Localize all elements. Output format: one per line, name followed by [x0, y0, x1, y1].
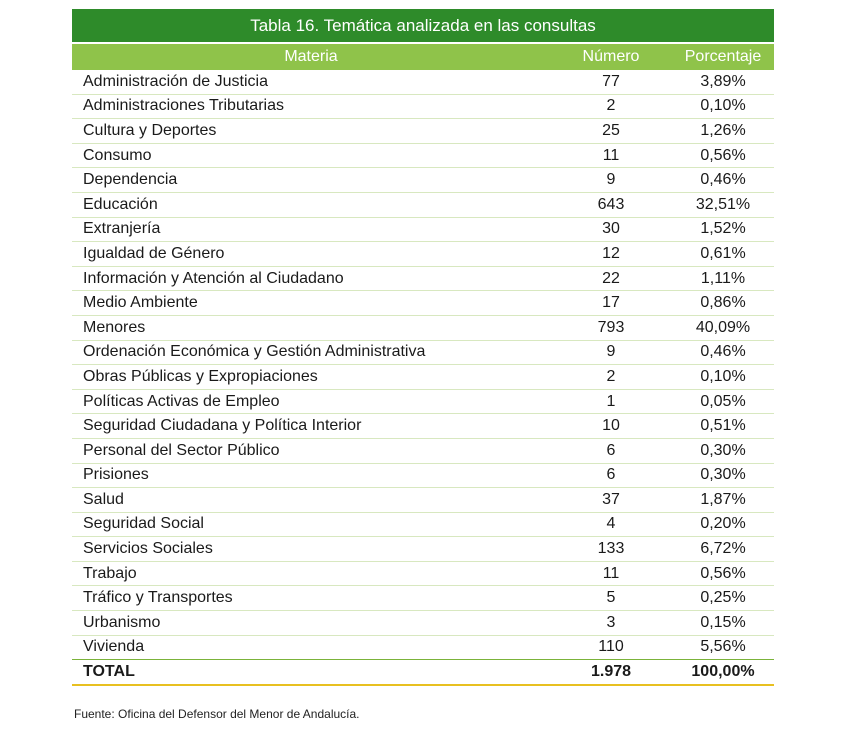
cell-materia: Extranjería	[83, 220, 161, 238]
cell-materia: Personal del Sector Público	[83, 441, 280, 459]
cell-materia: Menores	[83, 318, 146, 336]
cell-materia: Consumo	[83, 146, 152, 164]
cell-porcentaje: 0,46%	[700, 171, 746, 189]
cell-materia: Educación	[83, 195, 158, 213]
header-row	[72, 42, 774, 70]
cell-porcentaje: 5,56%	[700, 638, 746, 656]
cell-porcentaje: 32,51%	[695, 195, 751, 213]
table-row	[72, 390, 774, 415]
cell-numero: 793	[597, 318, 625, 336]
cell-numero: 17	[602, 294, 620, 312]
table-row	[72, 636, 774, 661]
cell-materia: Urbanismo	[83, 613, 161, 631]
cell-numero: 2	[606, 97, 616, 115]
total-porcentaje: 100,00%	[691, 663, 755, 681]
cell-numero: 12	[602, 244, 620, 262]
cell-numero: 37	[602, 490, 620, 508]
cell-porcentaje: 0,10%	[700, 367, 746, 385]
cell-numero: 25	[602, 121, 620, 139]
cell-porcentaje: 0,61%	[700, 244, 746, 262]
cell-porcentaje: 1,87%	[700, 490, 746, 508]
source-note: Fuente: Oficina del Defensor del Menor de Andalucía.	[74, 707, 360, 721]
cell-numero: 4	[606, 515, 616, 533]
table-row	[72, 95, 774, 120]
cell-materia: Ordenación Económica y Gestión Administrativa	[83, 343, 426, 361]
total-numero: 1.978	[590, 663, 632, 681]
cell-porcentaje: 1,52%	[700, 220, 746, 238]
table-row	[72, 218, 774, 243]
cell-porcentaje: 1,26%	[700, 121, 746, 139]
table-title: Tabla 16. Temática analizada en las consultas	[72, 9, 774, 42]
cell-porcentaje: 0,86%	[700, 294, 746, 312]
total-row	[72, 660, 774, 686]
cell-numero: 1	[606, 392, 616, 410]
table-row	[72, 267, 774, 292]
table-row	[72, 537, 774, 562]
cell-porcentaje: 0,15%	[700, 613, 746, 631]
column-header-numero: Número	[582, 48, 640, 65]
cell-materia: Servicios Sociales	[83, 540, 213, 558]
cell-numero: 9	[606, 343, 616, 361]
cell-numero: 110	[598, 638, 624, 656]
cell-numero: 5	[606, 589, 616, 607]
cell-porcentaje: 0,25%	[700, 589, 746, 607]
cell-materia: Seguridad Social	[83, 515, 204, 533]
cell-materia: Prisiones	[83, 466, 149, 484]
cell-numero: 643	[597, 195, 625, 213]
table-row	[72, 144, 774, 169]
table-row	[72, 193, 774, 218]
column-header-porcentaje: Porcentaje	[684, 48, 762, 65]
cell-materia: Salud	[83, 490, 124, 508]
table-row	[72, 562, 774, 587]
table-row	[72, 291, 774, 316]
cell-materia: Información y Atención al Ciudadano	[83, 269, 344, 287]
cell-numero: 3	[606, 613, 616, 631]
cell-materia: Administraciones Tributarias	[83, 97, 284, 115]
table-row	[72, 168, 774, 193]
cell-porcentaje: 0,56%	[700, 146, 746, 164]
cell-materia: Vivienda	[83, 638, 145, 656]
cell-porcentaje: 0,30%	[700, 441, 746, 459]
cell-porcentaje: 0,51%	[700, 417, 746, 435]
cell-materia: Seguridad Ciudadana y Política Interior	[83, 417, 362, 435]
cell-porcentaje: 0,20%	[700, 515, 746, 533]
table-row	[72, 488, 774, 513]
cell-numero: 6	[606, 466, 616, 484]
table-row	[72, 242, 774, 267]
cell-porcentaje: 40,09%	[695, 318, 751, 336]
cell-porcentaje: 0,56%	[700, 564, 746, 582]
data-table	[72, 9, 774, 686]
cell-numero: 133	[597, 540, 625, 558]
cell-numero: 22	[602, 269, 620, 287]
cell-materia: Trabajo	[83, 564, 137, 582]
cell-numero: 6	[606, 441, 616, 459]
table-row	[72, 414, 774, 439]
cell-materia: Cultura y Deportes	[83, 121, 217, 139]
cell-porcentaje: 0,10%	[700, 97, 746, 115]
cell-materia: Medio Ambiente	[83, 294, 198, 312]
total-label: TOTAL	[83, 663, 135, 681]
table-row	[72, 70, 774, 95]
table-row	[72, 464, 774, 489]
table-row	[72, 513, 774, 538]
table-row	[72, 341, 774, 366]
table-row	[72, 586, 774, 611]
cell-numero: 2	[606, 367, 616, 385]
table-row	[72, 365, 774, 390]
cell-numero: 11	[602, 146, 620, 164]
cell-materia: Administración de Justicia	[83, 72, 268, 90]
cell-porcentaje: 0,46%	[700, 343, 746, 361]
cell-porcentaje: 1,11%	[700, 269, 746, 287]
cell-porcentaje: 0,30%	[700, 466, 746, 484]
cell-materia: Tráfico y Transportes	[83, 589, 233, 607]
table-row	[72, 439, 774, 464]
cell-numero: 10	[602, 417, 620, 435]
cell-numero: 77	[602, 72, 620, 90]
cell-materia: Igualdad de Género	[83, 244, 225, 262]
cell-materia: Dependencia	[83, 171, 178, 189]
cell-materia: Obras Públicas y Expropiaciones	[83, 367, 318, 385]
cell-porcentaje: 3,89%	[700, 72, 746, 90]
table-row	[72, 119, 774, 144]
cell-numero: 9	[606, 171, 616, 189]
cell-numero: 30	[602, 220, 620, 238]
column-header-materia: Materia	[284, 48, 338, 65]
table-row	[72, 316, 774, 341]
cell-porcentaje: 6,72%	[700, 540, 746, 558]
cell-porcentaje: 0,05%	[700, 392, 746, 410]
cell-materia: Políticas Activas de Empleo	[83, 392, 280, 410]
table-body	[72, 70, 774, 660]
cell-numero: 11	[602, 564, 620, 582]
table-row	[72, 611, 774, 636]
